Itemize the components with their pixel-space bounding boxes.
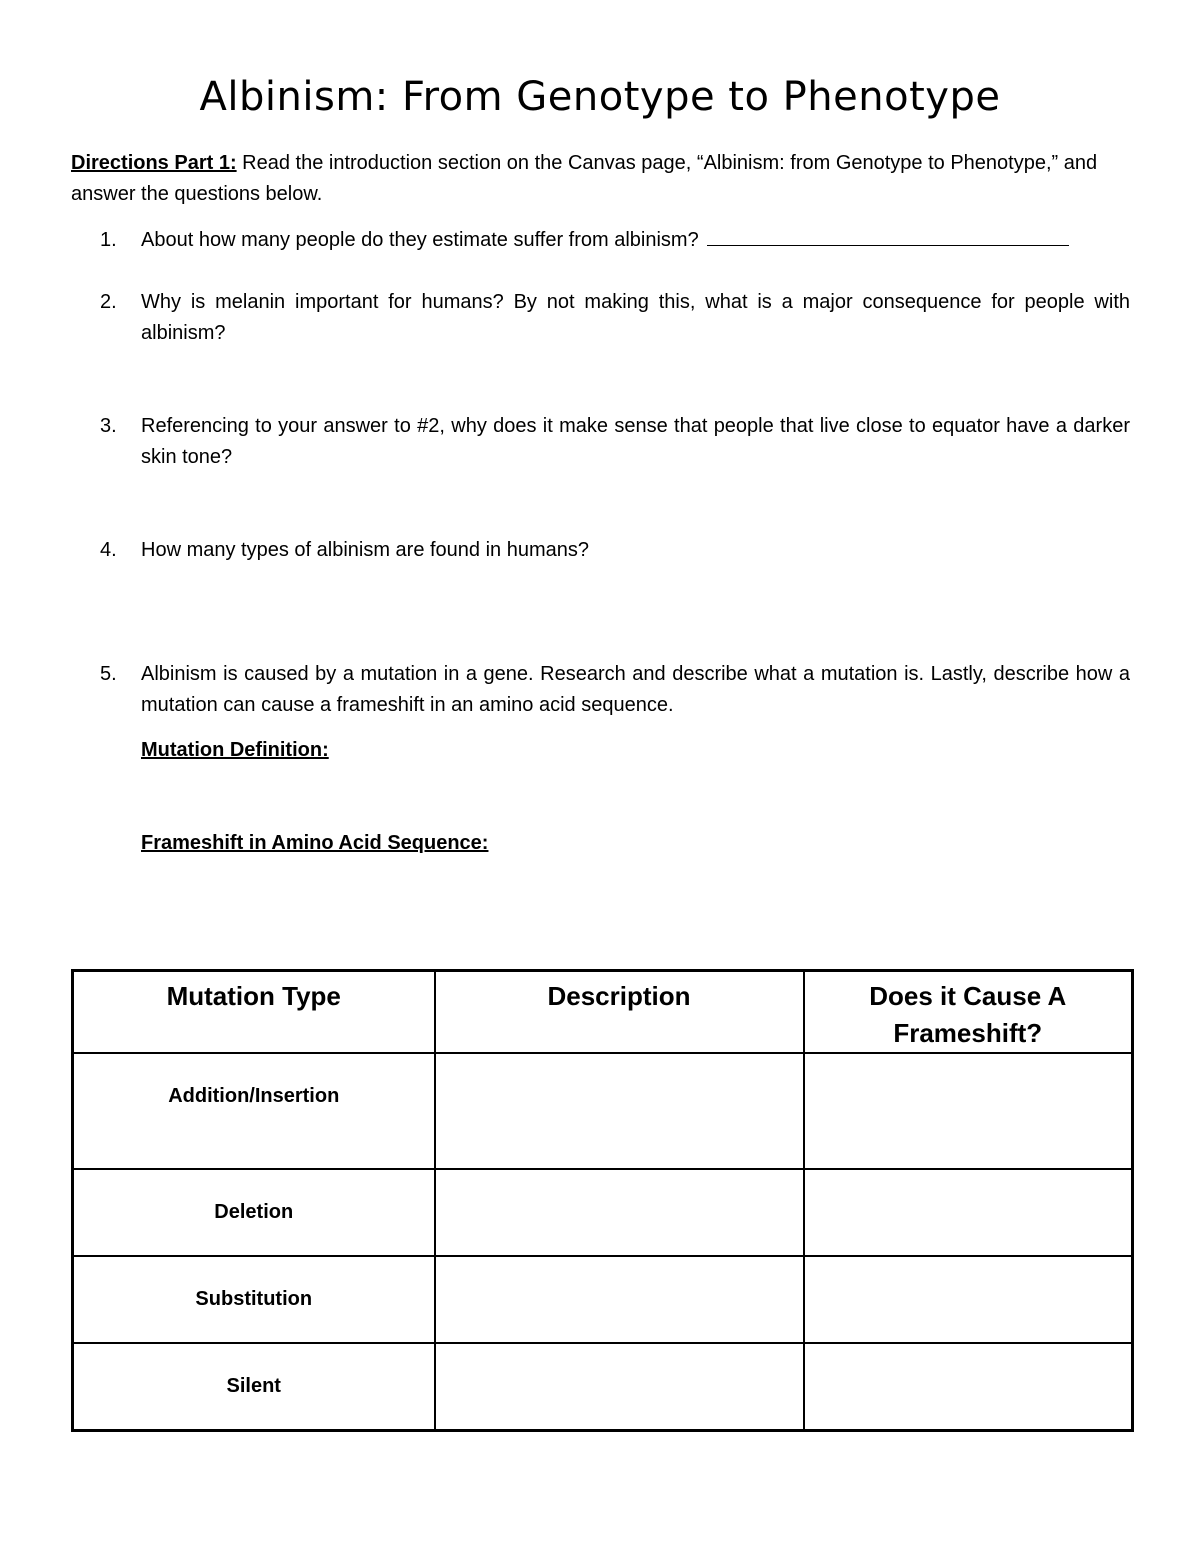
frameshift-label: Frameshift in Amino Acid Sequence: xyxy=(141,832,489,854)
table-row xyxy=(73,1169,1133,1256)
directions-label: Directions Part 1: xyxy=(71,152,237,174)
question-text: Referencing to your answer to #2, why does it make sense that people that live close to equator have a darker skin tone? xyxy=(141,415,1130,468)
question-3 xyxy=(100,411,1130,473)
question-number: 3. xyxy=(100,415,117,437)
directions xyxy=(71,148,1131,210)
frameshift-cell[interactable] xyxy=(804,1053,1133,1169)
question-text: Albinism is caused by a mutation in a gene. Research and describe what a mutation is. Lastly, describe how a mutation can cause a frameshift in an amino acid sequence. xyxy=(141,663,1130,716)
header-frameshift: Does it Cause A Frameshift? xyxy=(804,971,1133,1054)
table-row xyxy=(73,1343,1133,1431)
table-row xyxy=(73,1053,1133,1169)
description-cell[interactable] xyxy=(435,1053,804,1169)
header-mutation-type: Mutation Type xyxy=(73,971,435,1054)
header-description: Description xyxy=(435,971,804,1054)
frameshift-cell[interactable] xyxy=(804,1169,1133,1256)
question-number: 1. xyxy=(100,229,117,251)
description-cell[interactable] xyxy=(435,1256,804,1343)
question-text: Why is melanin important for humans? By not making this, what is a major consequence for people with albinism? xyxy=(141,291,1130,344)
description-cell[interactable] xyxy=(435,1169,804,1256)
table-row xyxy=(73,1256,1133,1343)
frameshift-cell[interactable] xyxy=(804,1343,1133,1431)
page-title: Albinism: From Genotype to Phenotype xyxy=(199,74,1001,120)
question-number: 5. xyxy=(100,663,117,685)
question-2 xyxy=(100,287,1130,349)
question-number: 2. xyxy=(100,291,117,313)
mutation-definition-label: Mutation Definition: xyxy=(141,739,329,761)
question-text: About how many people do they estimate suffer from albinism? xyxy=(141,229,699,251)
mutation-type-cell: Silent xyxy=(73,1343,435,1431)
directions-text: Read the introduction section on the Canvas page, “Albinism: from Genotype to Phenotype,” and answer the questions below. xyxy=(71,152,1098,205)
question-number: 4. xyxy=(100,539,117,561)
question-4 xyxy=(100,535,1130,566)
question-5 xyxy=(100,659,1130,721)
description-cell[interactable] xyxy=(435,1343,804,1431)
mutation-type-cell: Substitution xyxy=(73,1256,435,1343)
table-header-row xyxy=(73,971,1133,1054)
question-1 xyxy=(100,225,1130,256)
frameshift-cell[interactable] xyxy=(804,1256,1133,1343)
mutation-type-cell: Deletion xyxy=(73,1169,435,1256)
mutation-type-cell: Addition/Insertion xyxy=(73,1053,435,1169)
question-text: How many types of albinism are found in humans? xyxy=(141,539,590,561)
answer-blank[interactable] xyxy=(707,225,1069,246)
mutation-table xyxy=(71,969,1134,1432)
